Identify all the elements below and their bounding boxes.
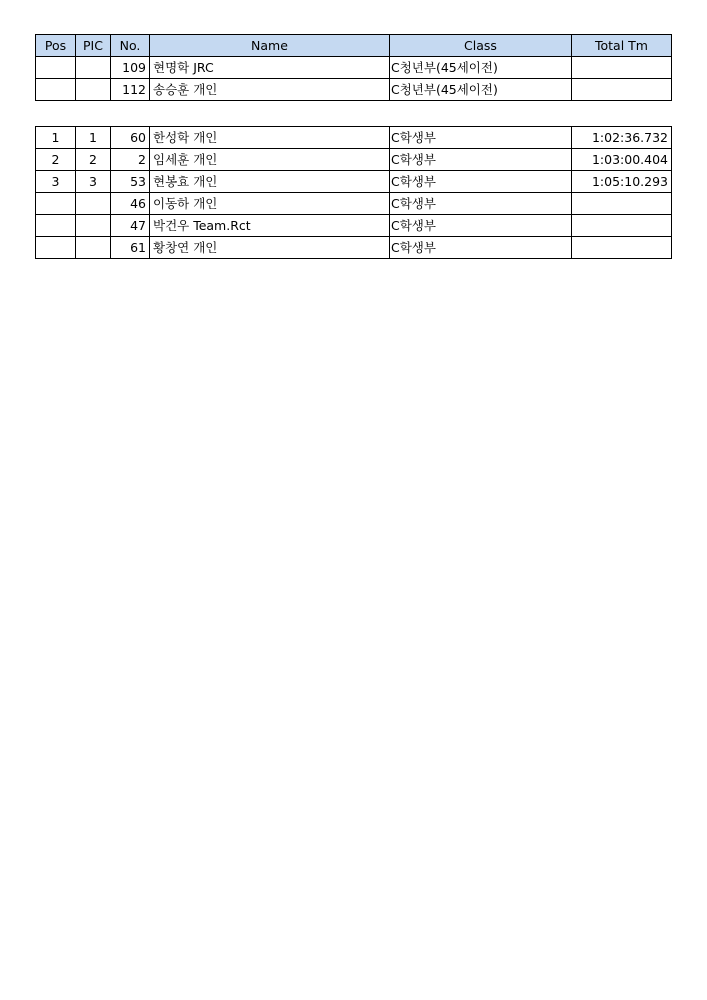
total-cell: 1:02:36.732 [572, 127, 672, 149]
pos-cell [36, 57, 76, 79]
table-row [36, 149, 672, 171]
table-row [36, 237, 672, 259]
table-row [36, 215, 672, 237]
results-table-c-student [35, 126, 672, 259]
header-class: Class [390, 35, 572, 57]
name-cell: 임세훈 개인 [150, 149, 390, 171]
header-pos: Pos [36, 35, 76, 57]
pic-cell: 2 [76, 149, 111, 171]
table-row [36, 127, 672, 149]
pic-cell: 1 [76, 127, 111, 149]
class-cell: C학생부 [390, 215, 572, 237]
table-row [36, 57, 672, 79]
header-pic: PIC [76, 35, 111, 57]
class-cell: C학생부 [390, 171, 572, 193]
pos-cell: 3 [36, 171, 76, 193]
name-cell: 송승훈 개인 [150, 79, 390, 101]
name-cell: 현봉효 개인 [150, 171, 390, 193]
class-cell: C학생부 [390, 149, 572, 171]
no-cell: 109 [111, 57, 150, 79]
pos-cell: 1 [36, 127, 76, 149]
pos-cell: 2 [36, 149, 76, 171]
class-cell: C학생부 [390, 127, 572, 149]
total-cell [572, 237, 672, 259]
no-cell: 112 [111, 79, 150, 101]
no-cell: 46 [111, 193, 150, 215]
no-cell: 61 [111, 237, 150, 259]
pic-cell [76, 57, 111, 79]
name-cell: 황창연 개인 [150, 237, 390, 259]
no-cell: 53 [111, 171, 150, 193]
no-cell: 2 [111, 149, 150, 171]
pic-cell [76, 215, 111, 237]
name-cell: 이동하 개인 [150, 193, 390, 215]
total-cell [572, 57, 672, 79]
class-cell: C청년부(45세이전) [390, 79, 572, 101]
total-cell [572, 79, 672, 101]
total-cell: 1:03:00.404 [572, 149, 672, 171]
total-cell: 1:05:10.293 [572, 171, 672, 193]
class-cell: C학생부 [390, 237, 572, 259]
pos-cell [36, 193, 76, 215]
header-name: Name [150, 35, 390, 57]
pic-cell: 3 [76, 171, 111, 193]
pic-cell [76, 193, 111, 215]
header-no: No. [111, 35, 150, 57]
name-cell: 박건우 Team.Rct [150, 215, 390, 237]
name-cell: 한성학 개인 [150, 127, 390, 149]
table-row [36, 171, 672, 193]
class-cell: C청년부(45세이전) [390, 57, 572, 79]
pic-cell [76, 79, 111, 101]
pos-cell [36, 237, 76, 259]
table-row [36, 79, 672, 101]
header-row [36, 35, 672, 57]
header-total: Total Tm [572, 35, 672, 57]
results-table-c-youth [35, 34, 672, 101]
no-cell: 60 [111, 127, 150, 149]
no-cell: 47 [111, 215, 150, 237]
pos-cell [36, 215, 76, 237]
table-row [36, 193, 672, 215]
total-cell [572, 215, 672, 237]
pic-cell [76, 237, 111, 259]
total-cell [572, 193, 672, 215]
pos-cell [36, 79, 76, 101]
name-cell: 현명학 JRC [150, 57, 390, 79]
class-cell: C학생부 [390, 193, 572, 215]
